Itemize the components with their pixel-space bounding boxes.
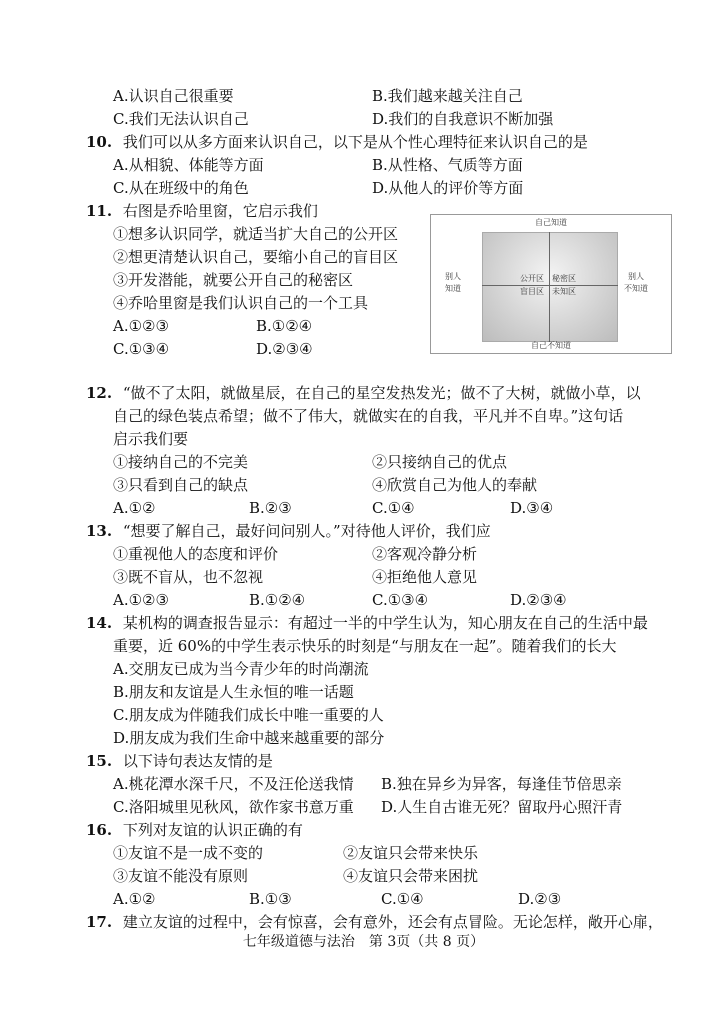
q14-option-c: C.朋友成为伴随我们成长中唯一重要的人 <box>113 706 384 724</box>
q15-stem-line <box>86 751 273 771</box>
q9-option-a: A.认识自己很重要 <box>113 87 234 105</box>
q12-option-c: C.①④ <box>372 499 415 517</box>
q12-stem-3: 启示我们要 <box>113 430 189 448</box>
label-others-left-1: 别人 <box>445 272 461 281</box>
q12-option-d: D.③④ <box>510 499 554 517</box>
q16-option-d: D.②③ <box>518 890 562 908</box>
q13-option-d: D.②③④ <box>510 591 567 609</box>
q13-option-b: B.①②④ <box>249 591 306 609</box>
q16-stem-line <box>86 820 303 840</box>
grid-horizontal-divider <box>482 285 618 286</box>
q16-number: 16. <box>86 821 113 839</box>
label-others-right-1: 别人 <box>628 272 644 281</box>
q11-statement-1: ①想多认识同学，就适当扩大自己的公开区 <box>113 225 399 243</box>
q10-option-c: C.从在班级中的角色 <box>113 179 249 197</box>
label-others-right-2: 不知道 <box>624 284 648 293</box>
q12-option-b: B.②③ <box>249 499 292 517</box>
q14-option-a: A.交朋友已成为当今青少年的时尚潮流 <box>113 660 369 678</box>
q10-option-b: B.从性格、气质等方面 <box>372 156 523 174</box>
q9-option-d: D.我们的自我意识不断加强 <box>372 110 554 128</box>
johari-window-figure <box>430 214 672 354</box>
q17-stem-line <box>86 912 663 932</box>
q12-stem-2: 自己的绿色装点希望；做不了伟大，就做实在的自我，平凡并不自卑。”这句话 <box>113 407 624 425</box>
q16-stem: 下列对友谊的认识正确的有 <box>122 821 303 839</box>
q13-statement-3: ③既不盲从，也不忽视 <box>113 568 264 586</box>
q12-option-a: A.①② <box>113 499 156 517</box>
q15-option-a: A.桃花潭水深千尺，不及汪伦送我情 <box>113 775 354 793</box>
grid-vertical-divider <box>549 232 550 342</box>
q13-statement-2: ②客观冷静分析 <box>372 545 478 563</box>
quadrant-secret: 秘密区 <box>552 274 576 283</box>
q14-option-d: D.朋友成为我们生命中越来越重要的部分 <box>113 729 385 747</box>
page-footer: 七年级道德与法治 第 3页（共 8 页） <box>242 934 485 950</box>
q10-option-a: A.从相貌、体能等方面 <box>113 156 264 174</box>
q14-stem-1: 某机构的调查报告显示：有超过一半的中学生认为，知心朋友在自己的生活中最 <box>122 614 648 632</box>
q13-stem: “想要了解自己，最好问问别人。”对待他人评价，我们应 <box>122 522 491 540</box>
label-self-unknown: 自己不知道 <box>531 341 571 350</box>
q11-number: 11. <box>86 202 113 220</box>
q11-option-a: A.①②③ <box>113 317 169 335</box>
q14-stem-line-1 <box>86 613 648 633</box>
q16-option-b: B.①③ <box>249 890 292 908</box>
q13-number: 13. <box>86 522 113 540</box>
q10-option-d: D.从他人的评价等方面 <box>372 179 524 197</box>
q16-option-c: C.①④ <box>381 890 424 908</box>
q15-option-b: B.独在异乡为异客，每逢佳节倍思亲 <box>381 775 622 793</box>
q12-statement-3: ③只看到自己的缺点 <box>113 476 249 494</box>
quadrant-unknown: 未知区 <box>552 287 576 296</box>
q11-stem: 右图是乔哈里窗，它启示我们 <box>122 202 318 220</box>
q12-stem-1: “做不了太阳，就做星辰，在自己的星空发热发光；做不了大树，就做小草，以 <box>122 384 641 402</box>
q12-statement-1: ①接纳自己的不完美 <box>113 453 249 471</box>
q16-statement-3: ③友谊不能没有原则 <box>113 867 249 885</box>
q15-stem: 以下诗句表达友情的是 <box>122 752 273 770</box>
q14-number: 14. <box>86 614 113 632</box>
q13-stem-line <box>86 521 491 541</box>
q17-stem: 建立友谊的过程中，会有惊喜，会有意外，还会有点冒险。无论怎样，敞开心扉， <box>122 913 663 931</box>
q14-option-b: B.朋友和友谊是人生永恒的唯一话题 <box>113 683 354 701</box>
q15-option-d: D.人生自古谁无死？留取丹心照汗青 <box>381 798 623 816</box>
q11-option-b: B.①②④ <box>256 317 313 335</box>
q16-option-a: A.①② <box>113 890 156 908</box>
q12-statement-4: ④欣赏自己为他人的奉献 <box>372 476 538 494</box>
q17-number: 17. <box>86 913 113 931</box>
q15-number: 15. <box>86 752 113 770</box>
q16-statement-4: ④友谊只会带来困扰 <box>343 867 479 885</box>
q13-statement-4: ④拒绝他人意见 <box>372 568 478 586</box>
q9-option-b: B.我们越来越关注自己 <box>372 87 523 105</box>
q10-stem-line <box>86 132 588 152</box>
q16-statement-2: ②友谊只会带来快乐 <box>343 844 479 862</box>
q11-option-d: D.②③④ <box>256 340 313 358</box>
q9-option-c: C.我们无法认识自己 <box>113 110 249 128</box>
label-others-left-2: 知道 <box>445 284 461 293</box>
q11-statement-2: ②想更清楚认识自己，要缩小自己的盲目区 <box>113 248 399 266</box>
q12-statement-2: ②只接纳自己的优点 <box>372 453 508 471</box>
q11-statement-4: ④乔哈里窗是我们认识自己的一个工具 <box>113 294 369 312</box>
q13-statement-1: ①重视他人的态度和评价 <box>113 545 279 563</box>
q12-number: 12. <box>86 384 113 402</box>
q13-option-c: C.①③④ <box>372 591 429 609</box>
q11-option-c: C.①③④ <box>113 340 170 358</box>
johari-window-grid <box>482 232 618 342</box>
q11-stem-line <box>86 201 318 221</box>
q13-option-a: A.①②③ <box>113 591 169 609</box>
q16-statement-1: ①友谊不是一成不变的 <box>113 844 264 862</box>
q10-number: 10. <box>86 133 113 151</box>
q15-option-c: C.洛阳城里见秋风，欲作家书意万重 <box>113 798 354 816</box>
quadrant-open: 公开区 <box>520 274 544 283</box>
q10-stem: 我们可以从多方面来认识自己，以下是从个性心理特征来认识自己的是 <box>122 133 588 151</box>
label-self-known: 自己知道 <box>535 218 567 227</box>
q14-stem-2: 重要，近 60%的中学生表示快乐的时刻是“与朋友在一起”。随着我们的长大 <box>113 637 617 655</box>
q11-statement-3: ③开发潜能，就要公开自己的秘密区 <box>113 271 354 289</box>
q12-stem-line-1 <box>86 383 641 403</box>
quadrant-blind: 盲目区 <box>520 287 544 296</box>
